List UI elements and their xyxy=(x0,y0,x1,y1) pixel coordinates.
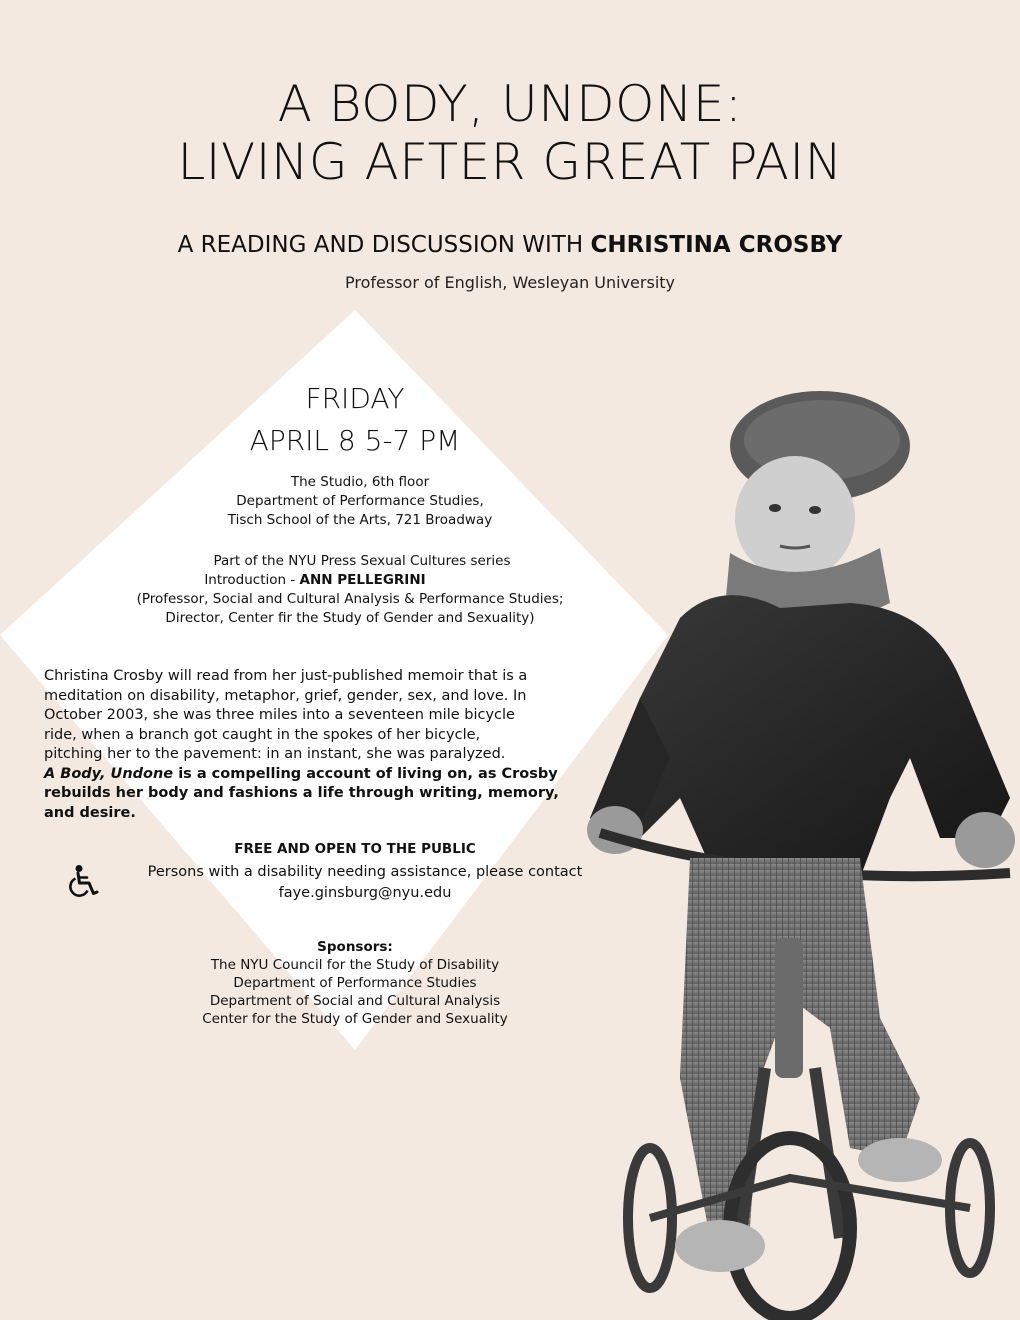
sponsor-item: The NYU Council for the Study of Disability xyxy=(210,957,500,973)
sponsor-item: Department of Social and Cultural Analysis xyxy=(209,993,501,1009)
sponsors-heading: Sponsors: xyxy=(317,939,393,955)
event-datetime: APRIL 8 5-7 PM xyxy=(249,424,461,457)
accessibility-line: Persons with a disability needing assistance, please contact xyxy=(147,864,583,880)
sponsor-item: Center for the Study of Gender and Sexuality xyxy=(202,1011,508,1027)
book-title: A Body, Undone xyxy=(44,765,174,782)
contact-email[interactable]: faye.ginsburg@nyu.edu xyxy=(278,885,452,901)
subtitle-prefix: A READING AND DISCUSSION WITH xyxy=(177,232,591,258)
description-line: Christina Crosby will read from her just-published memoir that is a xyxy=(44,668,528,684)
event-day: FRIDAY xyxy=(305,382,405,415)
sponsor-item: Department of Performance Studies xyxy=(233,975,477,991)
series-line: Part of the NYU Press Sexual Cultures series xyxy=(213,553,511,569)
sponsors xyxy=(150,938,560,1028)
description-bold-line: and desire. xyxy=(44,804,136,821)
title-line-1: A BODY, UNDONE: xyxy=(277,75,743,133)
intro-title-line-1: (Professor, Social and Cultural Analysis & Performance Studies; xyxy=(136,591,564,607)
venue-info xyxy=(160,473,560,530)
venue-line-1: The Studio, 6th floor xyxy=(290,474,430,490)
free-admission-notice: FREE AND OPEN TO THE PUBLIC xyxy=(234,841,476,857)
event-date xyxy=(180,378,530,462)
child-on-tricycle-photo xyxy=(560,378,1020,1320)
event-description xyxy=(44,667,609,823)
description-line: pitching her to the pavement: in an instant, she was paralyzed. xyxy=(44,746,506,762)
venue-line-2: Department of Performance Studies, xyxy=(236,493,484,509)
accessibility-text xyxy=(110,862,620,904)
description-line: ride, when a branch got caught in the spokes of her bicycle, xyxy=(44,726,481,743)
speaker-affiliation: Professor of English, Wesleyan University xyxy=(345,273,675,292)
description-bold-text: is a compelling account of living on, as Crosby xyxy=(173,765,558,782)
venue-line-3: Tisch School of the Arts, 721 Broadway xyxy=(227,512,493,528)
intro-prefix: Introduction - xyxy=(204,572,300,588)
speaker-name: CHRISTINA CROSBY xyxy=(590,232,843,258)
intro-title-line-2: Director, Center fir the Study of Gender and Sexuality) xyxy=(165,610,535,626)
intro-name: ANN PELLEGRINI xyxy=(299,572,426,588)
wheelchair-icon xyxy=(66,864,100,898)
title-line-2: LIVING AFTER GREAT PAIN xyxy=(177,133,843,191)
description-line: meditation on disability, metaphor, grief, gender, sex, and love. In xyxy=(44,687,527,704)
description-bold-line: rebuilds her body and fashions a life through writing, memory, xyxy=(44,785,559,801)
description-bold-line xyxy=(44,765,609,785)
description-line: October 2003, she was three miles into a seventeen mile bicycle xyxy=(44,707,515,723)
